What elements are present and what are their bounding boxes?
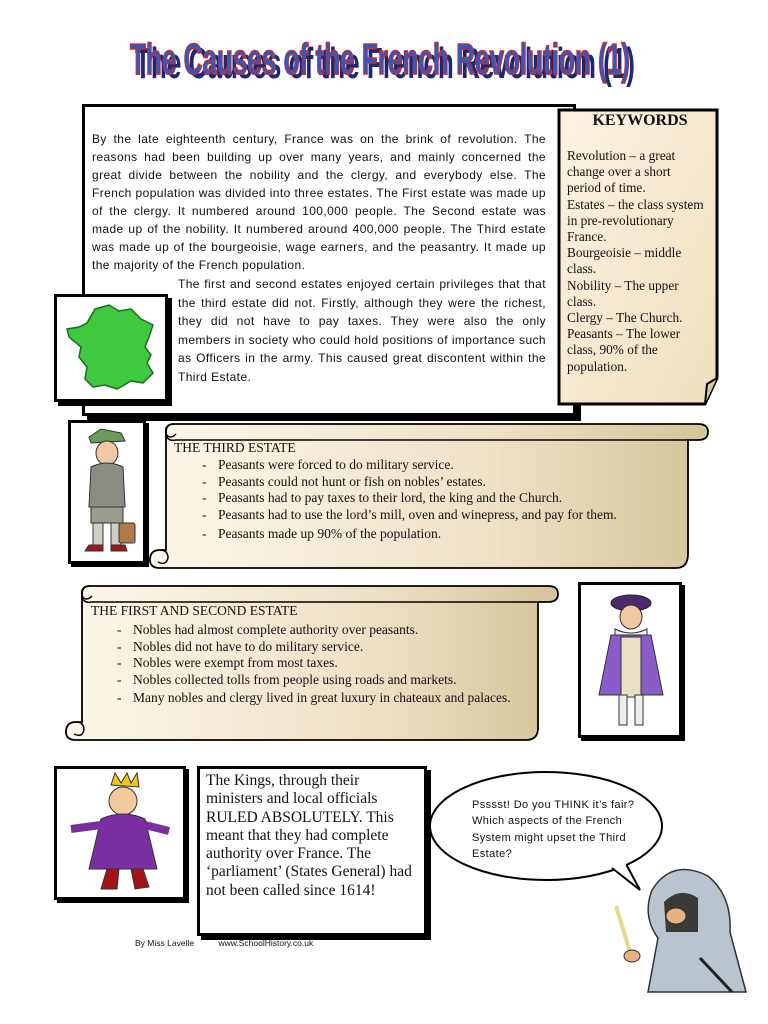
- first-second-estate-heading: THE FIRST AND SECOND ESTATE: [91, 603, 298, 618]
- third-estate-heading: THE THIRD ESTATE: [174, 440, 296, 455]
- page-title: [0, 12, 768, 92]
- list-item: - Many nobles and clergy lived in great luxury in chateaux and palaces.: [133, 688, 533, 707]
- speech-bubble-text: Psssst! Do you THINK it’s fair? Which aspects of the French System might upset the Third Estate?: [472, 799, 635, 860]
- list-item: - Peasants made up 90% of the population.: [218, 526, 688, 543]
- noble-frame: [578, 582, 682, 738]
- keyword-item: Nobility – The upper class.: [567, 277, 679, 309]
- credits: [135, 938, 335, 948]
- keyword-item: Peasants – The lower class, 90% of the population.: [567, 326, 681, 374]
- intro-paragraph-2: The first and second estates enjoyed certain privileges that that the third estate did not. Firstly, although they were the richest, they did not have to pay taxes. They were also the only members in society who could hold positions of importance such as Officers in the army. This caused great discontent within the Third Estate.: [178, 277, 546, 384]
- list-item: - Peasants were forced to do military service.: [218, 457, 688, 474]
- keyword-item: Bourgeoisie – middle class.: [567, 245, 682, 277]
- keyword-item: Revolution – a great change over a short period of time.: [567, 148, 676, 196]
- list-item: - Peasants could not hunt or fish on nobles’ estates.: [218, 474, 688, 491]
- author-credit: By Miss Lavelle: [135, 938, 195, 948]
- peasant-frame: [68, 420, 146, 564]
- third-estate-list: [218, 457, 688, 543]
- list-item: - Nobles had almost complete authority over peasants.: [133, 622, 533, 639]
- list-item: - Nobles were exempt from most taxes.: [133, 655, 533, 672]
- keywords-list: [567, 148, 707, 375]
- list-item: - Nobles collected tolls from people using roads and markets.: [133, 672, 533, 689]
- website-credit: www.SchoolHistory.co.uk: [218, 938, 314, 948]
- kings-text: The Kings, through their ministers and local officials RULED ABSOLUTELY. This meant that they had complete authority over France. The ‘parliament’ (States General) had not been called since 1614!: [206, 772, 412, 899]
- list-item: - Nobles did not have to do military service.: [133, 639, 533, 656]
- king-frame: [54, 766, 186, 900]
- keywords-heading: KEYWORDS: [592, 112, 688, 129]
- france-map-frame: [54, 294, 168, 402]
- title-shadow: The Causes of the French Revolution (1): [135, 39, 635, 88]
- keyword-item: Clergy – The Church.: [567, 310, 683, 326]
- title-text: The Causes of the French Revolution (1): [130, 35, 630, 84]
- hooded-figure-icon: [612, 862, 762, 996]
- first-second-estate-list: [133, 622, 533, 707]
- king-icon: [57, 769, 183, 897]
- france-map-icon: [57, 297, 165, 399]
- keyword-item: Estates – the class system in pre-revolutionary France.: [567, 196, 704, 245]
- peasant-icon: [71, 423, 143, 561]
- list-item: - Peasants had to use the lord’s mill, oven and winepress, and pay for them.: [218, 507, 688, 524]
- list-item: - Peasants had to pay taxes to their lord, the king and the Church.: [218, 490, 688, 507]
- noble-icon: [581, 585, 679, 735]
- intro-paragraph-1: By the late eighteenth century, France was on the brink of revolution. The reasons had been building up over many years, and mainly concerned the great divide between the nobility and the clergy, and everybody else. The French population was divided into three estates. The First estate was made up of the clergy. It numbered around 100,000 people. The Second estate was made up of the nobility. It numbered around 400,000 people. The Third estate was made up of the bourgeoisie, wage earners, and the peasantry. It made up the majority of the French population.: [92, 132, 546, 272]
